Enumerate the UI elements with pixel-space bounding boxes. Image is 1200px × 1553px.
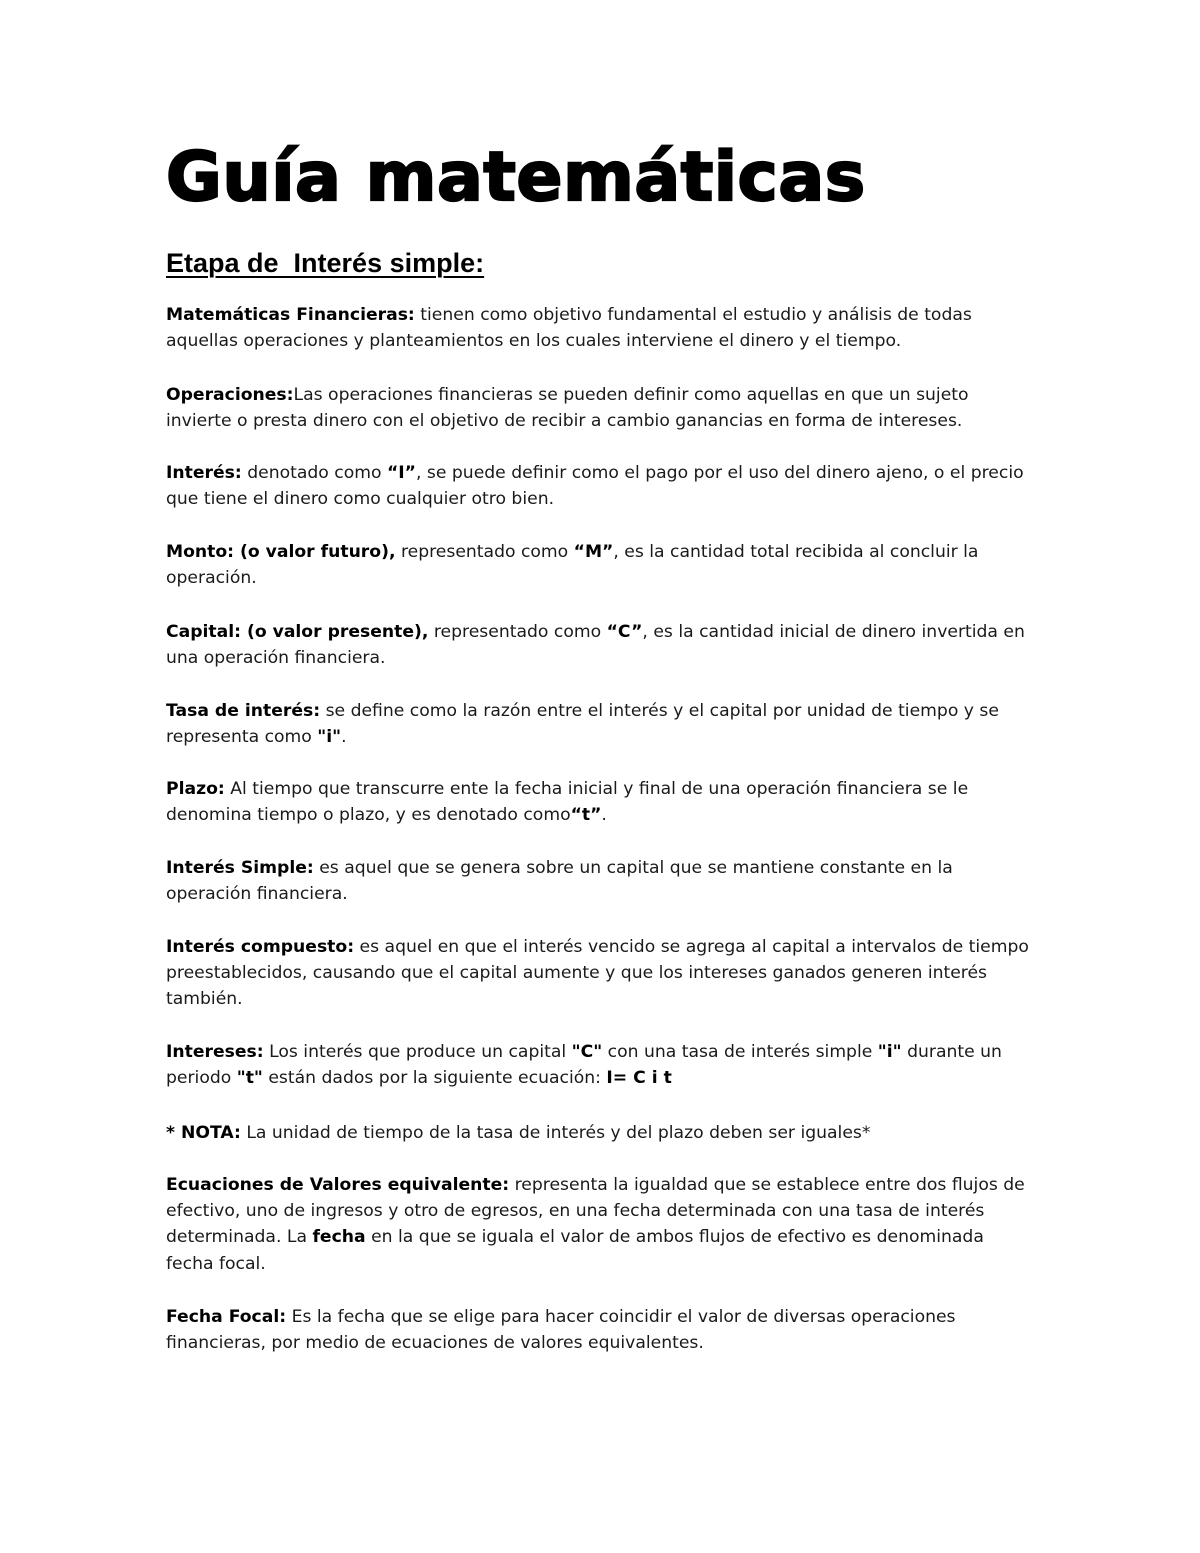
paragraph-fecha-focal	[166, 1304, 1036, 1356]
definition-text: .	[341, 727, 347, 748]
definition-text: representa la igualdad que se establece entre dos flujos de efectivo, uno de ingresos y otro de egresos, en una fecha determinada con una tasa de interés determinada. La	[166, 1175, 1025, 1248]
term-capital: Capital: (o valor presente),	[166, 622, 429, 642]
definition-text: representado como	[428, 622, 607, 642]
paragraph-plazo	[166, 776, 1036, 828]
definition-text: Los interés que produce un capital	[263, 1042, 572, 1062]
symbol-c: “C”	[606, 622, 643, 642]
paragraph-tasa-de-interes	[166, 698, 1036, 750]
definition-text: .	[601, 805, 607, 826]
term-matematicas-financieras: Matemáticas Financieras:	[166, 305, 415, 325]
symbol-m: “M”	[573, 542, 614, 562]
definition-text: Las operaciones financieras se pueden definir como aquellas en que un sujeto invierte o presta dinero con el objetivo de recibir a cambio ganancias en forma de intereses.	[166, 385, 969, 432]
definition-text: tienen como objetivo fundamental el estudio y análisis de todas aquellas operaciones y planteamientos en los cuales interviene el dinero y el tiempo.	[166, 305, 972, 352]
term-fecha-focal: Fecha Focal:	[166, 1307, 287, 1327]
term-operaciones: Operaciones:	[166, 385, 294, 405]
paragraph-monto	[166, 539, 1036, 591]
term-monto: Monto: (o valor futuro),	[166, 542, 396, 562]
definition-text: La unidad de tiempo de la tasa de interés y del plazo deben ser iguales*	[240, 1123, 871, 1143]
paragraph-operaciones	[166, 382, 1036, 434]
symbol-i: “I”	[386, 463, 416, 483]
definition-text: , se puede definir como el pago por el uso del dinero ajeno, o el precio que tiene el dinero como cualquier otro bien.	[166, 463, 1024, 510]
term-tasa-de-interes: Tasa de interés:	[166, 701, 321, 721]
definition-text: , es la cantidad total recibida al concluir la operación.	[166, 542, 979, 589]
symbol-i: "i"	[317, 727, 342, 748]
symbol-c: "C"	[571, 1042, 603, 1062]
paragraph-matematicas-financieras	[166, 302, 1036, 354]
page-title: Guía matemáticas	[166, 138, 866, 217]
symbol-t: “t”	[570, 805, 602, 826]
symbol-t: "t"	[236, 1068, 263, 1089]
formula: I= C i t	[606, 1068, 672, 1089]
definition-text: es aquel que se genera sobre un capital que se mantiene constante en la operación financiera.	[166, 858, 953, 905]
term-nota: * NOTA:	[166, 1123, 241, 1143]
definition-text: representado como	[395, 542, 574, 562]
definition-text: con una tasa de interés simple	[602, 1042, 878, 1062]
definition-text: están dados por la siguiente ecuación:	[262, 1068, 607, 1089]
emphasis-fecha: fecha	[312, 1227, 366, 1248]
definition-text: denotado como	[241, 463, 387, 483]
term-interes-simple: Interés Simple:	[166, 858, 314, 878]
definition-text: durante un periodo	[166, 1042, 1002, 1089]
section-heading: Etapa de Interés simple:	[166, 248, 485, 278]
paragraph-nota	[166, 1120, 1036, 1146]
term-intereses: Intereses:	[166, 1042, 264, 1062]
definition-text: se define como la razón entre el interés y el capital por unidad de tiempo y se representa como	[166, 701, 999, 748]
paragraph-ecuaciones-de-valores	[166, 1172, 1036, 1277]
paragraph-interes	[166, 460, 1036, 512]
definition-text: es aquel en que el interés vencido se agrega al capital a intervalos de tiempo preestablecidos, causando que el capital aumente y que los intereses ganados generen interés también.	[166, 937, 1029, 1010]
paragraph-capital	[166, 619, 1036, 671]
paragraph-intereses	[166, 1039, 1036, 1091]
definition-text: , es la cantidad inicial de dinero invertida en una operación financiera.	[166, 622, 1025, 669]
definition-text: Es la fecha que se elige para hacer coincidir el valor de diversas operaciones financieras, por medio de ecuaciones de valores equivalentes.	[166, 1307, 956, 1354]
term-ecuaciones-de-valores: Ecuaciones de Valores equivalente:	[166, 1175, 510, 1195]
symbol-i: "i"	[877, 1042, 902, 1062]
term-interes: Interés:	[166, 463, 242, 483]
term-interes-compuesto: Interés compuesto:	[166, 937, 355, 957]
term-plazo: Plazo:	[166, 779, 225, 799]
definition-text: Al tiempo que transcurre ente la fecha inicial y final de una operación financiera se le denomina tiempo o plazo, y es denotado como	[166, 779, 969, 826]
paragraph-interes-compuesto	[166, 934, 1036, 1013]
definition-text: en la que se iguala el valor de ambos flujos de efectivo es denominada fecha focal.	[166, 1227, 984, 1274]
paragraph-interes-simple	[166, 855, 1036, 907]
